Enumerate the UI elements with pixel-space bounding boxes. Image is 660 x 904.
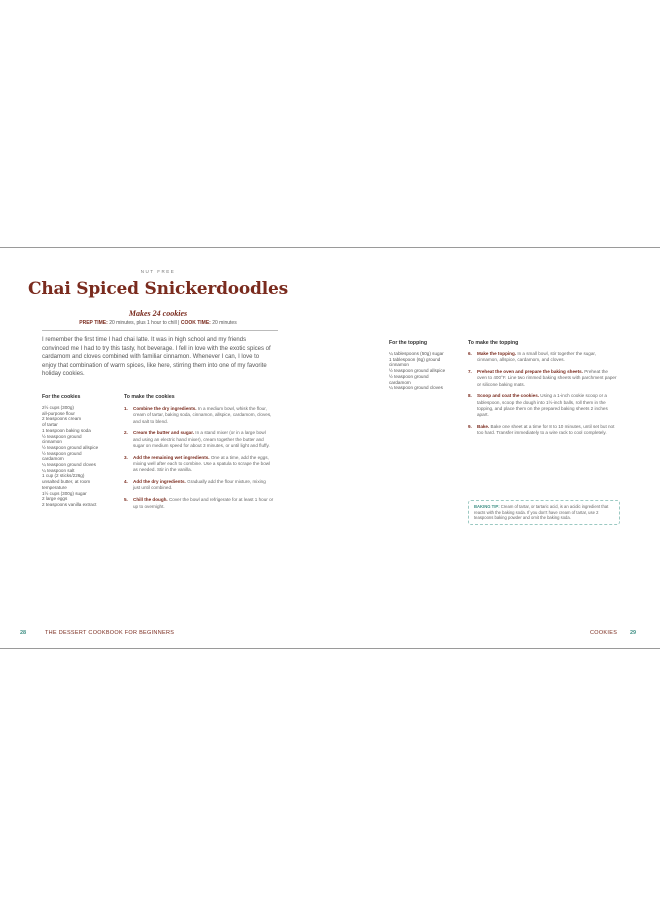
recipe-yield: Makes 24 cookies	[128, 309, 188, 318]
step-text: Using a 1-inch cookie scoop or a tablespoon, scoop the dough into 1½-inch balls, roll them in the topping, and place them on the prepared baking sheets 2 inches apart.	[477, 393, 608, 418]
left-page-number: 28	[20, 630, 27, 636]
cookie-ingredients-list	[42, 405, 122, 508]
ingredient-line: 2 large eggs	[42, 496, 68, 502]
divider-line	[42, 330, 278, 331]
step-title: Add the remaining wet ingredients.	[133, 454, 210, 460]
ingredient-line: 2 teaspoons vanilla extract	[42, 501, 97, 507]
step-text: In a medium bowl, whisk the flour, cream of tartar, baking soda, cinnamon, allspice, cardamom, cloves, and salt to blend.	[133, 406, 272, 424]
ingredient-line: ½ teaspoon ground	[42, 450, 82, 456]
method-step	[124, 455, 274, 474]
ingredient-line: 2½ cups (300g)	[42, 405, 74, 410]
step-number: 9.	[468, 424, 472, 430]
recipe-times	[40, 320, 276, 326]
topping-ingredients-heading: For the topping	[389, 340, 428, 346]
ingredient-line: ½ teaspoon ground allspice	[389, 368, 446, 374]
tip-label: BAKING TIP:	[474, 504, 500, 509]
ingredient-line: ¼ teaspoon salt	[42, 467, 75, 473]
book-spread	[0, 247, 660, 649]
method-step	[124, 479, 274, 492]
cook-label: COOK TIME:	[180, 320, 211, 326]
ingredient-line: 1 cup (2 sticks/226g)	[42, 473, 85, 479]
step-title: Chill the dough.	[133, 497, 168, 503]
cookie-ingredients-heading: For the cookies	[42, 394, 81, 400]
topping-steps-list	[468, 351, 618, 442]
step-title: Combine the dry ingredients.	[133, 406, 197, 411]
step-text: Cover the bowl and refrigerate for at least 1 hour or up to overnight.	[133, 497, 274, 509]
recipe-title: Chai Spiced Snickerdoodles	[28, 279, 288, 299]
ingredient-line: cinnamon	[42, 439, 62, 445]
method-step	[124, 430, 274, 449]
topping-ingredients-list	[389, 351, 467, 391]
step-text: In a small bowl, stir together the sugar, cinnamon, allspice, cardamom, and cloves.	[477, 351, 596, 363]
ingredient-line: of tartar	[42, 422, 58, 428]
intro-paragraph: I remember the first time I had chai latte. It was in high school and my friends convinced me I had to try this tasty, hot beverage. I fell in love with the exotic spices of cardamom and cloves combined with familiar cinnamon. Whenever I can, I love to enjoy that combination of warm spices, like here, stirring them into one of my favorite holiday cookies.	[42, 337, 271, 378]
step-text: Bake one sheet at a time for 8 to 10 minutes, until set but not too hard. Transfer immediately to a wire rack to cool completely.	[477, 424, 615, 436]
step-text: One at a time, add the eggs, mixing well after each to combine. Use a spatula to scrape the bowl as needed. Stir in the vanilla.	[133, 454, 271, 473]
step-title: Scoop and coat the cookies.	[477, 393, 540, 399]
ingredient-line: ¼ teaspoon ground cloves	[389, 385, 443, 391]
method-step	[468, 393, 618, 418]
right-running-title: COOKIES	[590, 630, 618, 636]
method-step	[468, 369, 618, 388]
step-number: 7.	[468, 369, 472, 375]
ingredient-line: ½ teaspoon ground	[42, 433, 82, 439]
ingredient-line: 1 tablespoon (6g) ground	[389, 356, 441, 362]
ingredient-line: ¼ tablespoons (50g) sugar	[389, 351, 444, 356]
ingredient-line: all-purpose flour	[42, 410, 75, 416]
step-number: 3.	[124, 454, 128, 460]
method-step	[468, 351, 618, 364]
ingredient-line: 2 teaspoons cream	[42, 416, 82, 422]
ingredient-line: ¼ teaspoon ground cloves	[42, 462, 96, 468]
ingredient-line: 1 teaspoon baking soda	[42, 427, 91, 433]
step-title: Cream the butter and sugar.	[133, 430, 195, 436]
cookie-steps-list	[124, 406, 274, 515]
step-number: 5.	[124, 497, 128, 503]
method-step	[124, 497, 274, 510]
baking-tip-box	[468, 500, 620, 525]
step-number: 1.	[124, 406, 128, 411]
ingredient-line: ½ teaspoon ground allspice	[42, 444, 99, 450]
ingredient-line: 1½ cups (300g) sugar	[42, 490, 87, 496]
step-text: In a stand mixer (or in a large bowl and using an electric hand mixer), cream together the butter and sugar on medium speed for about 3 minutes, or until light and fluffy.	[133, 430, 270, 448]
step-title: Bake.	[477, 424, 490, 430]
step-text: Preheat the oven to 400°F. Line two rimmed baking sheets with parchment paper or silicone baking mats.	[477, 369, 617, 387]
section-tag: NUT FREE	[140, 269, 176, 274]
prep-value: 20 minutes, plus 1 hour to chill	[109, 320, 177, 326]
topping-steps-heading: To make the topping	[468, 340, 519, 346]
right-page-number: 29	[630, 630, 637, 636]
step-number: 8.	[468, 393, 472, 399]
left-running-title: THE DESSERT COOKBOOK FOR BEGINNERS	[45, 630, 175, 636]
prep-label: PREP TIME:	[79, 320, 108, 326]
step-number: 6.	[468, 351, 472, 356]
step-title: Add the dry ingredients.	[133, 479, 186, 485]
ingredient-line: temperature	[42, 484, 67, 490]
step-number: 2.	[124, 430, 128, 436]
ingredient-line: cardamom	[389, 379, 411, 385]
step-title: Make the topping.	[477, 351, 517, 356]
ingredient-line: unsalted butter, at room	[42, 479, 91, 485]
method-step	[124, 406, 274, 425]
method-step	[468, 424, 618, 437]
times-divider: |	[178, 320, 181, 326]
cookie-steps-heading: To make the cookies	[124, 394, 175, 400]
step-title: Preheat the oven and prepare the baking sheets.	[477, 369, 583, 375]
tip-text: Cream of tartar, or tartaric acid, is an acidic ingredient that reacts with the baking soda. If you don't have cream of tartar, use 2 teaspoons baking powder and omit the baking soda.	[474, 504, 609, 521]
step-number: 4.	[124, 479, 128, 485]
ingredient-line: cardamom	[42, 456, 64, 462]
ingredient-line: ½ teaspoon ground	[389, 373, 429, 379]
cook-value: 20 minutes	[212, 320, 237, 326]
step-text: Gradually add the flour mixture, mixing just until combined.	[133, 479, 266, 491]
ingredient-line: cinnamon	[389, 362, 409, 368]
